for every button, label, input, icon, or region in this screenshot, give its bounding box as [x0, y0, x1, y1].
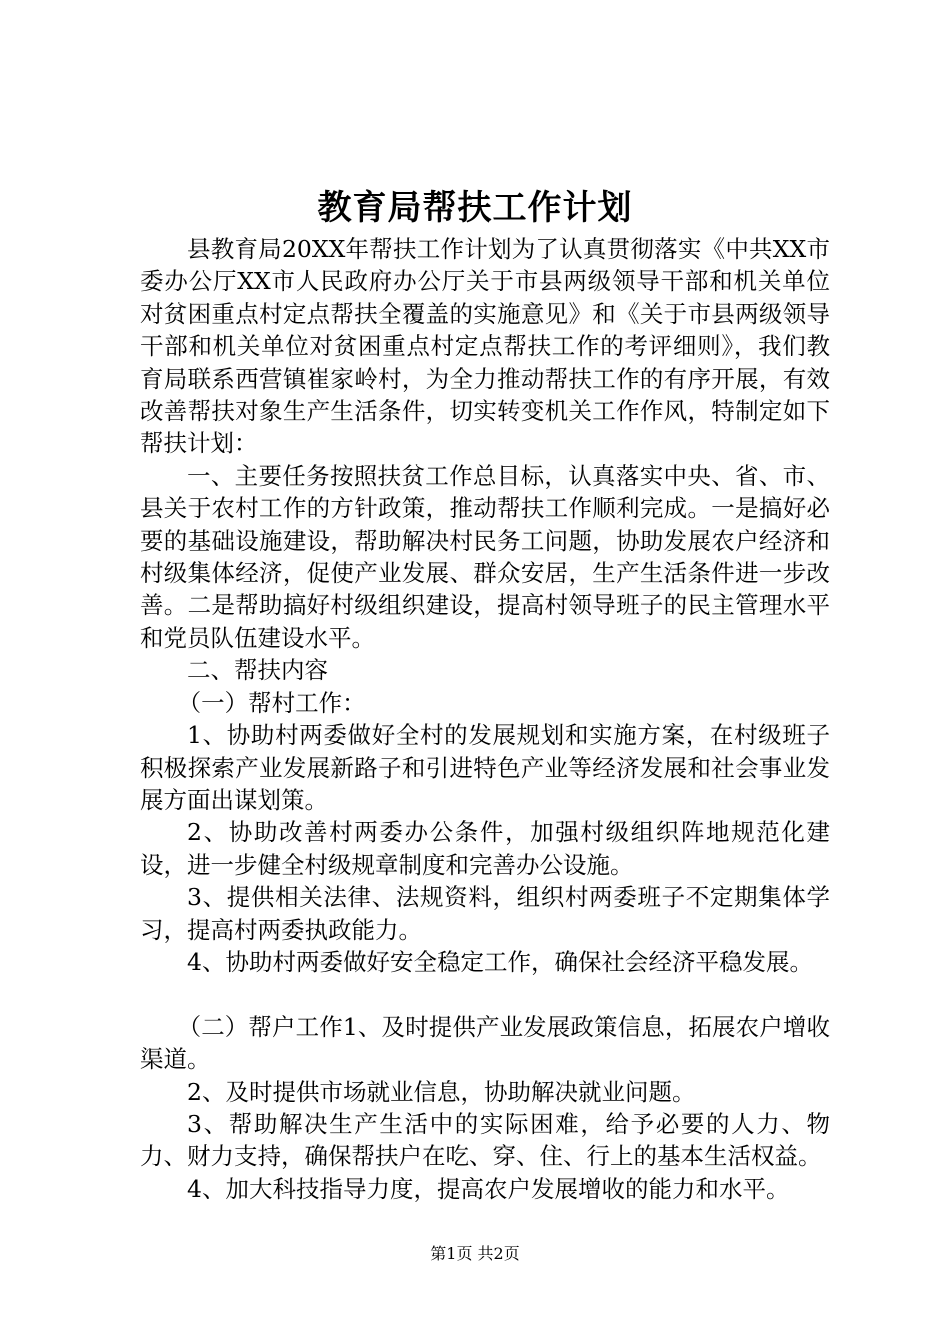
paragraph-household-item-4: 4、加大科技指导力度，提高农户发展增收的能力和水平。: [187, 1174, 790, 1203]
paragraph-main-tasks: 一、主要任务按照扶贫工作总目标，认真落实中央、省、市、县关于农村工作的方针政策，推动帮扶工作顺利完成。一是搞好必要的基础设施建设，帮助解决村民务工问题，协助发展农户经济和村级集体经济，促使产业发展、群众安居，生产生活条件进一步改善。二是帮助搞好村级组织建设，提高村领导班子的民主管理水平和党员队伍建设水平。: [140, 461, 830, 652]
paragraph-household-item-2: 2、及时提供市场就业信息，协助解决就业问题。: [187, 1077, 696, 1106]
paragraph-subsection-household: （二）帮户工作1、及时提供产业发展政策信息，拓展农户增收渠道。: [140, 1012, 830, 1074]
paragraph-village-item-4: 4、协助村两委做好安全稳定工作，确保社会经济平稳发展。: [187, 947, 813, 976]
paragraph-gap: [140, 978, 830, 1010]
paragraph-subsection-village: （一）帮村工作：: [177, 688, 366, 717]
document-title: 教育局帮扶工作计划: [317, 188, 633, 228]
paragraph-intro: 县教育局20XX年帮扶工作计划为了认真贯彻落实《中共XX市委办公厅XX市人民政府办公厅关于市县两级领导干部和机关单位对贫困重点村定点帮扶全覆盖的实施意见》和《关于市县两级领导干部和机关单位对贫困重点村定点帮扶工作的考评细则》，我们教育局联系西营镇崔家岭村，为全力推动帮扶工作的有序开展，有效改善帮扶对象生产生活条件，切实转变机关工作作风，特制定如下帮扶计划：: [140, 235, 830, 458]
paragraph-village-item-2: 2、协助改善村两委办公条件，加强村级组织阵地规范化建设，进一步健全村级规章制度和完善办公设施。: [140, 818, 830, 879]
paragraph-village-item-1: 1、协助村两委做好全村的发展规划和实施方案，在村级班子积极探索产业发展新路子和引进特色产业等经济发展和社会事业发展方面出谋划策。: [140, 721, 830, 814]
page-number-footer: 第1页 共2页: [430, 1244, 520, 1263]
document-body: [140, 233, 830, 1205]
paragraph-household-item-3: 3、帮助解决生产生活中的实际困难，给予必要的人力、物力、财力支持，确保帮扶户在吃、穿、住、行上的基本生活权益。: [140, 1109, 830, 1171]
paragraph-village-item-3: 3、提供相关法律、法规资料，组织村两委班子不定期集体学习，提高村两委执政能力。: [140, 883, 830, 944]
paragraph-section-heading: 二、帮扶内容: [187, 656, 328, 685]
